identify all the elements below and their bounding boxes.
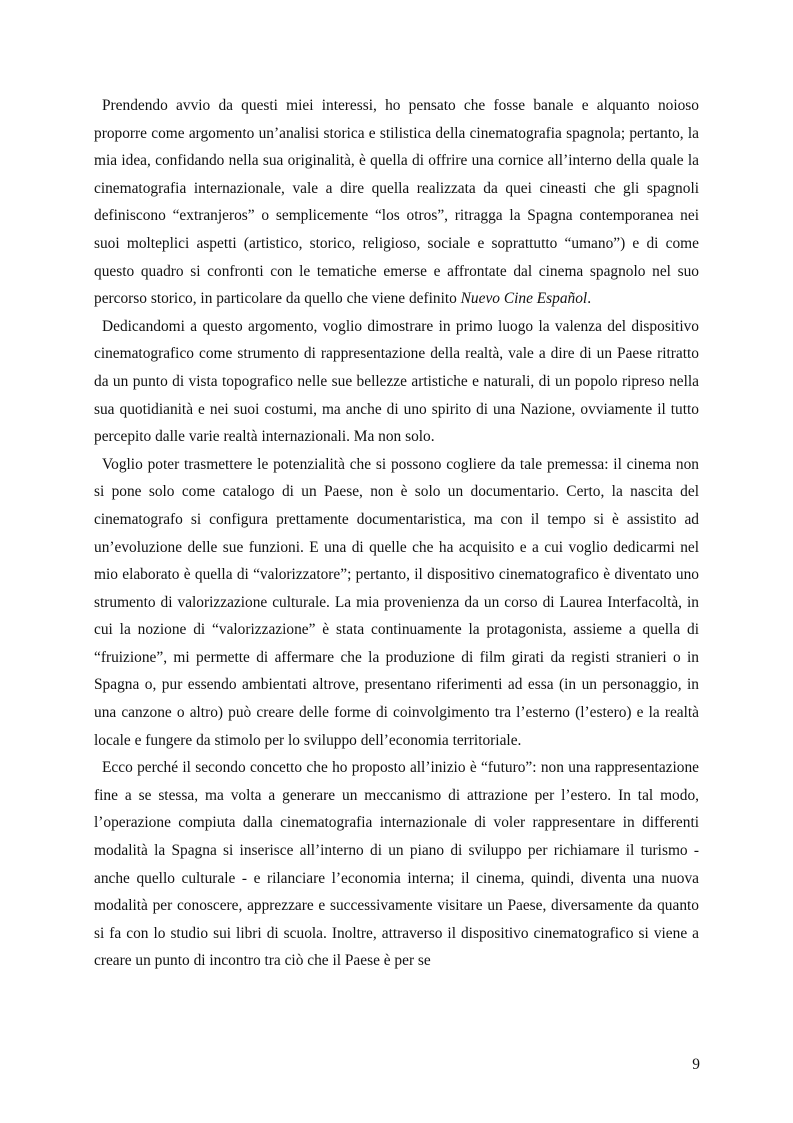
italic-title-nuevo-cine-espanol: Nuevo Cine Español xyxy=(460,290,588,308)
paragraph-4: Ecco perché il secondo concetto che ho proposto all’inizio è “futuro”: non una rappresentazione fine a se stessa, ma volta a generare un meccanismo di attrazione per l’estero. In tal modo, l’operazione compiuta dalla cinematografia internazionale di voler rappresentare in differenti modalità la Spagna si inserisce all’interno di un piano di sviluppo per richiamare il turismo - anche quello culturale - e rilanciare l’economia interna; il cinema, quindi, diventa una nuova modalità per conoscere, apprezzare e successivamente visitare un Paese, diversamente da quanto si fa con lo studio sui libri di scuola. Inoltre, attraverso il dispositivo cinematografico si viene a creare un punto di incontro tra ciò che il Paese è per se xyxy=(94,759,699,970)
body-text xyxy=(94,92,699,975)
paragraph-1-end: . xyxy=(587,290,592,308)
paragraph-2: Dedicandomi a questo argomento, voglio dimostrare in primo luogo la valenza del dispositivo cinematografico come strumento di rappresentazione della realtà, vale a dire di un Paese ritratto da un punto di vista topografico nelle sue bellezze artistiche e naturali, di un popolo ripreso nella sua quotidianità e nei suoi costumi, ma anche di uno spirito di una Nazione, ovviamente il tutto percepito dalle varie realtà internazionali. Ma non solo. xyxy=(94,317,699,446)
paragraph-3: Voglio poter trasmettere le potenzialità che si possono cogliere da tale premessa: il cinema non si pone solo come catalogo di un Paese, non è solo un documentario. Certo, la nascita del cinematografo si configura prettamente documentaristica, ma con il tempo si è assistito ad un’evoluzione delle sue funzioni. E una di quelle che ha acquisito e a cui voglio dedicarmi nel mio elaborato è quella di “valorizzatore”; pertanto, il dispositivo cinematografico è diventato uno strumento di valorizzazione culturale. La mia provenienza da un corso di Laurea Interfacoltà, in cui la nozione di “valorizzazione” è stata continuamente la protagonista, assieme a quella di “fruizione”, mi permette di affermare che la produzione di film girati da registi stranieri o in Spagna o, pur essendo ambientati altrove, presentano riferimenti ad essa (in un personaggio, in una canzone o altro) può creare delle forme di coinvolgimento tra l’esterno (l’estero) e la realtà locale e fungere da stimolo per lo sviluppo dell’economia territoriale. xyxy=(94,455,699,749)
paragraph-1-text: Prendendo avvio da questi miei interessi, ho pensato che fosse banale e alquanto noioso proporre come argomento un’analisi storica e stilistica della cinematografia spagnola; pertanto, la mia idea, confidando nella sua originalità, è quella di offrire una cornice all’interno della quale la cinematografia internazionale, vale a dire quella realizzata da quei cineasti che gli spagnoli definiscono “extranjeros” o semplicemente “los otros”, ritragga la Spagna contemporanea nei suoi molteplici aspetti (artistico, storico, religioso, sociale e soprattutto “umano”) e di come questo quadro si confronti con le tematiche emerse e affrontate dal cinema spagnolo nel suo percorso storico, in particolare da quello che viene definito xyxy=(94,97,699,308)
page-number: 9 xyxy=(692,1056,700,1073)
paragraph-1 xyxy=(94,92,699,313)
